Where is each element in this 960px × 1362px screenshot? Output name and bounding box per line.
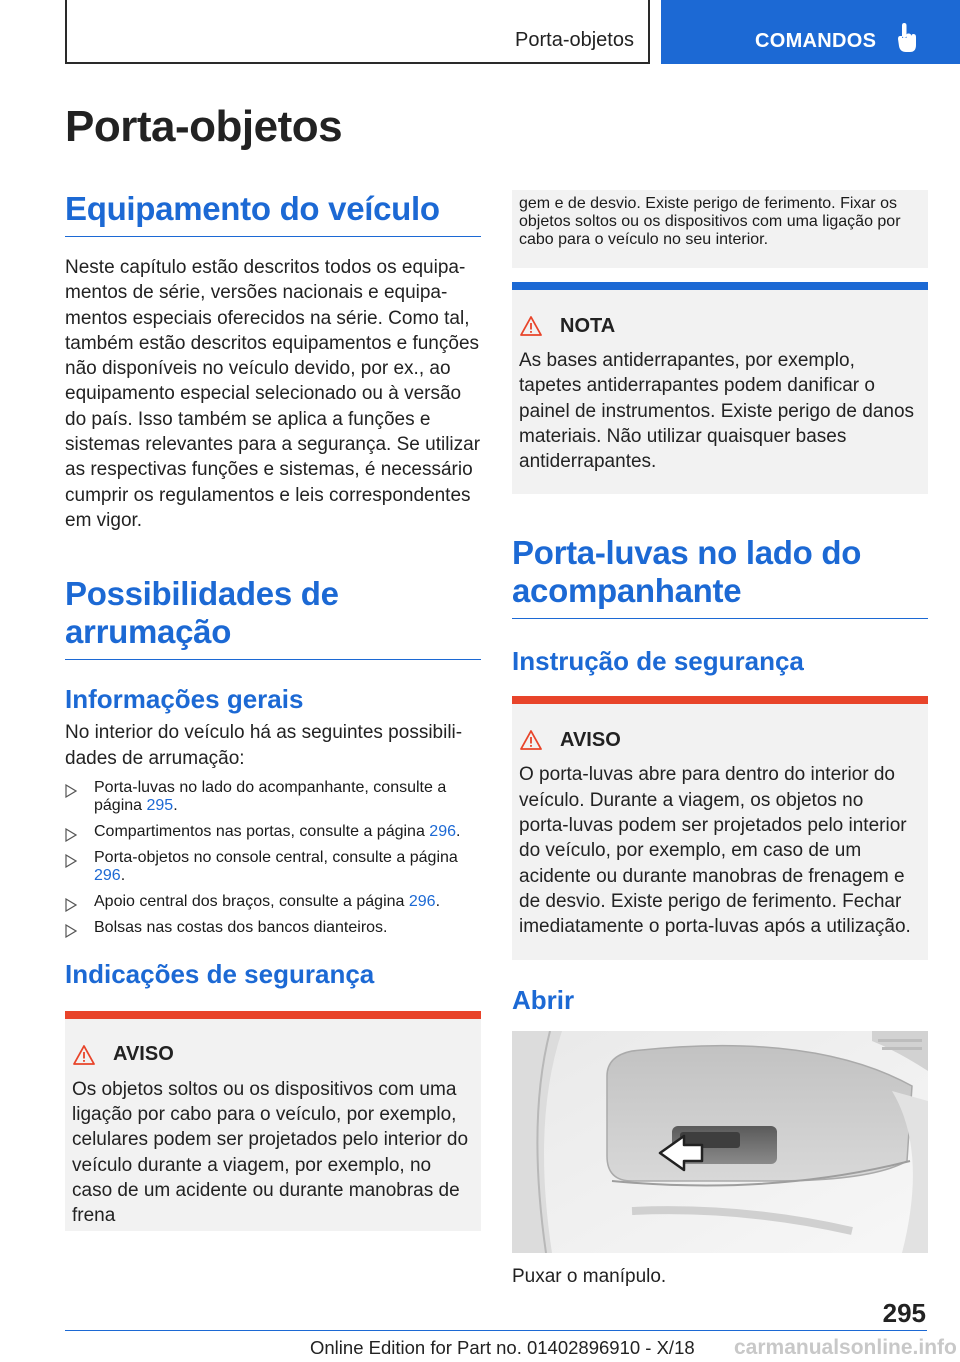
header-chapter-label: COMANDOS (755, 30, 877, 52)
triangle-bullet-icon (65, 924, 77, 938)
header-section-box (65, 0, 650, 64)
warning-box-aviso-2 (512, 696, 928, 959)
list-item: Porta-objetos no console central, consulte a página 296. (65, 849, 481, 885)
edition-text: Online Edition for Part no. 01402896910 - X/18 (310, 1337, 695, 1358)
note-title: NOTA (560, 314, 616, 337)
left-column (65, 190, 481, 1231)
pointing-hand-icon (897, 23, 917, 53)
list-item: Compartimentos nas portas, consulte a página 296. (65, 823, 481, 841)
general-intro: No interior do veículo há as seguintes possibilidades de arrumação: (65, 722, 463, 769)
header-section-label: Porta-objetos (515, 29, 634, 51)
note-header (512, 290, 928, 342)
page-title: Porta-objetos (65, 102, 343, 151)
watermark-text: carmanualsonline.info (734, 1336, 957, 1359)
page-link[interactable]: 296 (94, 866, 121, 884)
note-box (512, 282, 928, 494)
footer-rule (65, 1330, 927, 1331)
heading-porta-luvas: Porta-luvas no lado do acompanhante (512, 534, 928, 619)
warning-header (512, 704, 928, 756)
list-item-text: Compartimentos nas portas, consulte a página (94, 822, 430, 840)
right-column (512, 190, 928, 1289)
equip-paragraph: Neste capítulo estão descritos todos os equipamentos de série, versões nacionais e equipamentos especiais oferecidos na série. Como tal, também estão descritos equipamentos e funções não disponíveis no veículo devido, por ex., ao equipamento especial selecionado ou à versão do país. Isso também se aplica a funções e sistemas relevantes para a segurança. Se utilizar as respectivas funções e sistemas, é necessário cumprir os regulamentos e leis correspondentes em vigor. (65, 257, 481, 531)
warning-title: AVISO (560, 728, 621, 751)
heading-informacoes-gerais: Informações gerais (65, 684, 304, 715)
list-item-text: Porta-luvas no lado do acompanhante, consulte a página (94, 778, 447, 814)
heading-indicacoes-seguranca: Indicações de segurança (65, 958, 375, 989)
heading-equipamento: Equipamento do veículo (65, 190, 481, 237)
list-item-text: Porta-objetos no console central, consulte a página (94, 848, 458, 866)
warning-triangle-icon (73, 1045, 95, 1065)
glovebox-handle-image (512, 1031, 928, 1253)
list-item: Apoio central dos braços, consulte a página 296. (65, 893, 481, 911)
list-item (65, 919, 481, 937)
heading-instrucao-seguranca: Instrução de segurança (512, 646, 804, 677)
storage-list (65, 779, 481, 937)
triangle-bullet-icon (65, 854, 77, 868)
heading-possibilidades: Possibilidades de arrumação (65, 575, 481, 660)
list-item: Porta-luvas no lado do acompanhante, consulte a página 295. (65, 779, 481, 815)
heading-abrir: Abrir (512, 984, 575, 1015)
triangle-bullet-icon (65, 828, 77, 842)
triangle-bullet-icon (65, 784, 77, 798)
list-item-text: Apoio central dos braços, consulte a página (94, 892, 409, 910)
image-caption: Puxar o manípulo. (512, 1265, 667, 1287)
list-item-text: Bolsas nas costas dos bancos dianteiros. (94, 918, 388, 936)
page-link[interactable]: 296 (429, 822, 456, 840)
warning-box-aviso (65, 1011, 481, 1231)
page-number: 295 (882, 1298, 926, 1328)
note-text: As bases antiderrapantes, por exemplo, tapetes antiderrapantes podem danificar o painel de instrumentos. Existe perigo de danos materiais. Não utilizar quaisquer bases antiderrapantes. (519, 350, 915, 473)
warning-triangle-icon (520, 730, 542, 750)
page-link[interactable]: 295 (146, 796, 174, 814)
warning-header (65, 1019, 481, 1071)
page-link[interactable]: 296 (408, 892, 436, 910)
warning-triangle-icon (520, 316, 542, 336)
warning-continuation: gem e de desvio. Existe perigo de ferimento. Fixar os objetos soltos ou os dispositivos com uma ligação por cabo para o veículo no seu interior. (512, 190, 928, 268)
warning-text: Os objetos soltos ou os dispositivos com uma ligação por cabo para o veículo, por exemplo, celulares podem ser projetados pelo interior do veículo durante a viagem, por exemplo, no caso de um acidente ou durante manobras de frena (72, 1078, 469, 1227)
header-chapter-tab[interactable] (661, 0, 960, 64)
warning-text: O porta-luvas abre para dentro do interior do veículo. Durante a viagem, os objetos no porta-luvas podem ser projetados pelo interior do veículo, por exemplo, em caso de um acidente ou durante manobras de frenagem e de desvio. Existe perigo de ferimento. Fechar imediatamente o porta-luvas após a utilização. (519, 764, 911, 938)
warning-title: AVISO (113, 1043, 174, 1066)
triangle-bullet-icon (65, 898, 77, 912)
